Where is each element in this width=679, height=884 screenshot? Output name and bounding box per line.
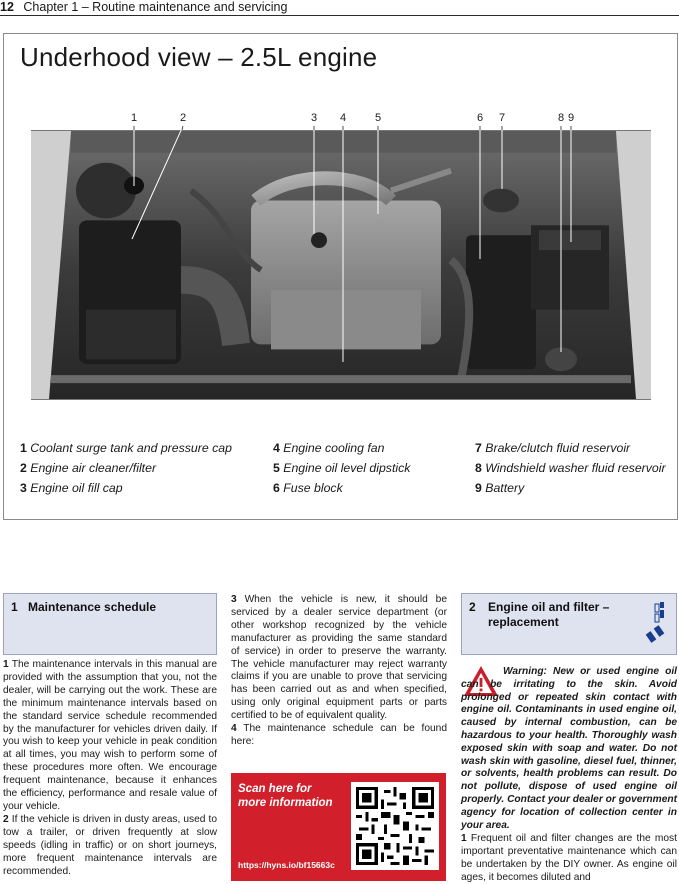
page-number: 12 xyxy=(0,0,14,14)
callout-7: 7 xyxy=(498,112,506,124)
callout-6: 6 xyxy=(476,112,484,124)
column-1-text xyxy=(3,659,217,878)
figure-title: Underhood view – 2.5L engine xyxy=(20,42,378,72)
paragraph: 1 The maintenance intervals in this manual are provided with the assumption that you, not the dealer, will be carrying out the work. These are the minimum maintenance intervals based on the standard service schedule recommended by the manufacturer for vehicles driven daily. If you wish to keep your vehicle in peak condition at all times, you may wish to perform some of these procedures more often. We encourage frequent maintenance, because it enhances the efficiency, performance and resale value of your vehicle. xyxy=(3,659,217,812)
section-1-title: Maintenance schedule xyxy=(28,600,157,614)
qr-url[interactable]: https://hyns.io/bf15663c xyxy=(238,860,335,870)
callout-5: 5 xyxy=(374,112,382,124)
figure-box xyxy=(3,33,678,520)
paragraph: 2 If the vehicle is driven in dusty areas, used to tow a trailer, or driven frequently at slow speeds (idling in traffic) or on short journeys, more frequent maintenance intervals are recommended. xyxy=(3,813,217,877)
callout-1: 1 xyxy=(130,112,138,124)
warning-text: Warning: New or used engine oil can be irritating to the skin. Avoid prolonged or repeated skin contact with engine oil. Contaminants in used engine oil, caused by internal combustion, can be hazardous to your health. Thoroughly wash exposed skin with soap and water. Do not wash skin with gasoline, diesel fuel, thinner, or solvents, health problems can result. Do not pollute, dispose of used engine oil properly. Contact your dealer or government agency for location of collection center in your area. xyxy=(461,666,677,831)
legend-item: 4 Engine cooling fan xyxy=(273,441,385,455)
callout-9: 9 xyxy=(567,112,575,124)
chapter-title: Chapter 1 – Routine maintenance and servicing xyxy=(23,0,288,14)
legend-item: 1 Coolant surge tank and pressure cap xyxy=(20,441,232,455)
qr-code-panel[interactable] xyxy=(231,773,446,881)
legend-item: 5 Engine oil level dipstick xyxy=(273,461,411,475)
column-2-text xyxy=(231,594,447,749)
legend-item: 8 Windshield washer fluid reservoir xyxy=(475,461,666,475)
callout-4: 4 xyxy=(339,112,347,124)
callout-3: 3 xyxy=(310,112,318,124)
header-rule xyxy=(0,15,679,16)
legend-item: 2 Engine air cleaner/filter xyxy=(20,461,157,475)
paragraph: 4 The maintenance schedule can be found here: xyxy=(231,723,447,747)
legend-item: 3 Engine oil fill cap xyxy=(20,481,123,495)
wrench-difficulty-icon xyxy=(646,602,668,646)
legend-item: 9 Battery xyxy=(475,481,525,495)
legend-item: 7 Brake/clutch fluid reservoir xyxy=(475,441,631,455)
section-2-title: Engine oil and filter – replacement xyxy=(488,600,610,629)
paragraph: 1 Frequent oil and filter changes are the most important preventative maintenance which can be undertaken by the DIY owner. As engine oil ages, it becomes diluted and xyxy=(461,833,677,883)
section-1-heading xyxy=(3,593,217,655)
legend-item: 6 Fuse block xyxy=(273,481,343,495)
callout-2: 2 xyxy=(179,112,187,124)
section-2-number: 2 xyxy=(469,600,476,614)
section-1-number: 1 xyxy=(11,600,18,614)
qr-code-icon xyxy=(351,782,439,870)
paragraph: 3 When the vehicle is new, it should be serviced by a dealer service department (or other workshop recognized by the vehicle manufacturer as providing the same standard of service) in order to preserve the warranty. The vehicle manufacturer may reject warranty claims if you are unable to prove that servicing has been carried out as and when specified, using only original equipment parts or parts certified to be of equivalent quality. xyxy=(231,594,447,722)
qr-scan-text: Scan here for more information xyxy=(238,783,333,809)
callout-leader-lines xyxy=(4,34,679,374)
column-3-text xyxy=(461,833,677,884)
callout-8: 8 xyxy=(557,112,565,124)
page-header xyxy=(0,0,679,16)
section-2-heading xyxy=(461,593,677,655)
